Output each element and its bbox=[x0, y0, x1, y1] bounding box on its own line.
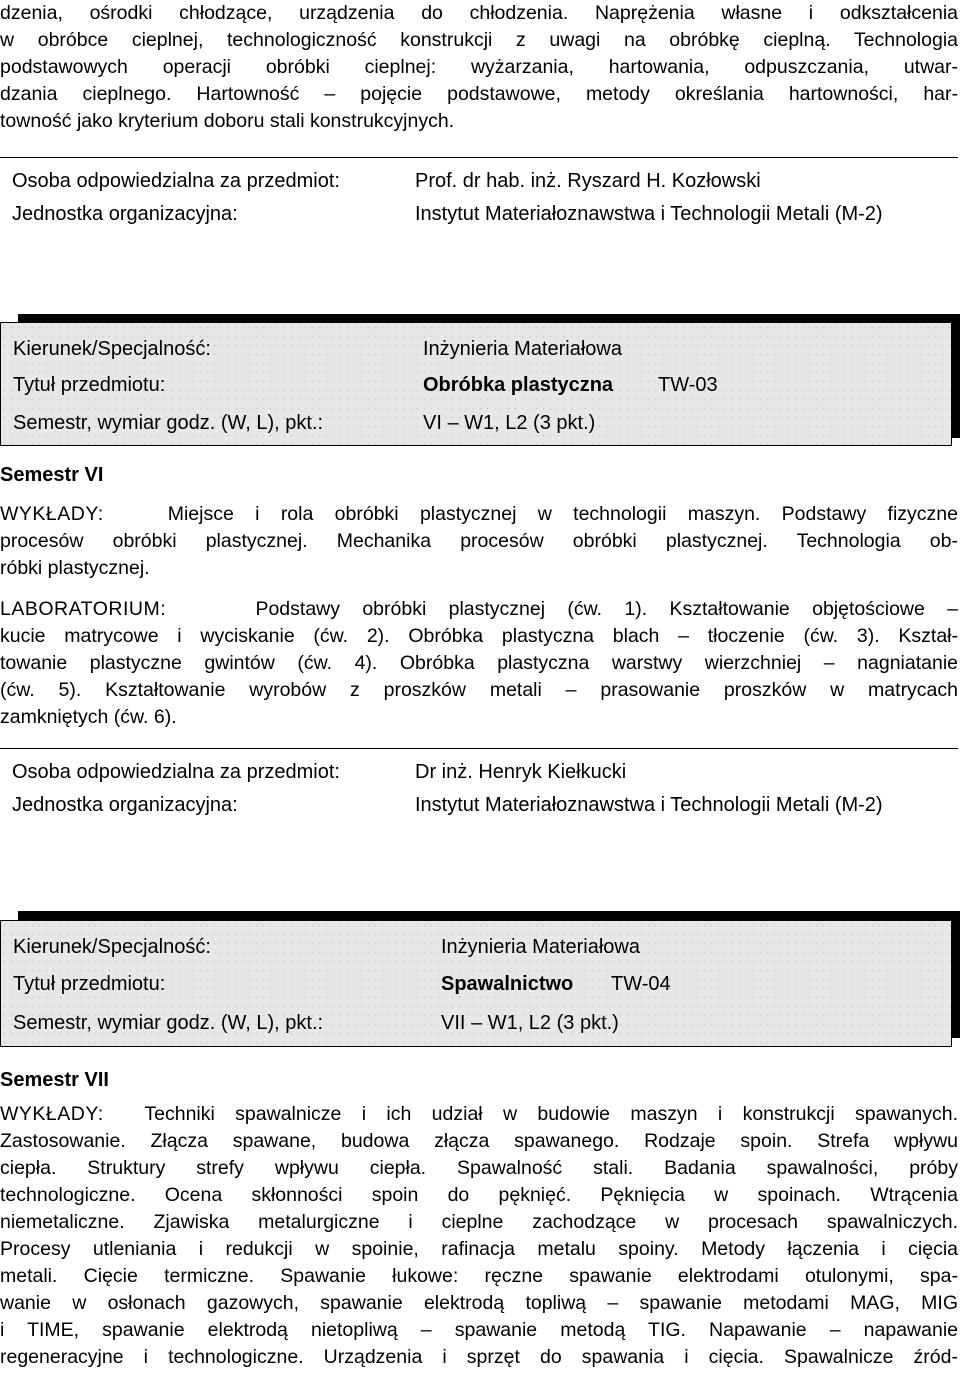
lectures-key: WYKŁADY: bbox=[0, 503, 104, 525]
lab-text: Podstawy obróbki plastycznej (ćw. 1). Kształtowanie objętościowe – bbox=[255, 598, 959, 620]
intro-line: dzenia, ośrodki chłodzące, urządzenia do chłodzenia. Naprężenia własne i odkształcenia bbox=[0, 2, 958, 24]
responsible-person-label: Osoba odpowiedzialna za przedmiot: bbox=[12, 761, 340, 783]
lectures-line bbox=[0, 1101, 958, 1128]
lab-line: zamkniętych (ćw. 6). bbox=[0, 706, 177, 728]
lectures-line: i TIME, spawanie elektrodą nietopliwą – spawanie metodą TIG. Napawanie – napawanie bbox=[0, 1319, 958, 1341]
lectures-paragraph bbox=[0, 501, 958, 582]
lectures-line: procesów obróbki plastycznej. Mechanika procesów obróbki plastycznej. Technologia ob- bbox=[0, 530, 958, 552]
lab-line: kucie matrycowe i wyciskanie (ćw. 2). Obróbka plastyczna blach – tłoczenie (ćw. 3). Kształ- bbox=[0, 625, 958, 647]
lab-line bbox=[0, 596, 958, 623]
lab-line: (ćw. 5). Kształtowanie wyrobów z proszków metali – prasowanie proszków w matrycach bbox=[0, 679, 958, 701]
responsible-person-value: Prof. dr hab. inż. Ryszard H. Kozłowski bbox=[415, 170, 761, 192]
field-value: Inżynieria Materiałowa bbox=[441, 936, 640, 958]
semester-hours-label: Semestr, wymiar godz. (W, L), pkt.: bbox=[13, 1012, 324, 1034]
lectures-line: regeneracyjne i technologiczne. Urządzenia i sprzęt do spawania i cięcia. Spawalnicze źród- bbox=[0, 1346, 958, 1368]
intro-line: w obróbce cieplnej, technologiczność konstrukcji z uwagi na obróbkę cieplną. Technologia bbox=[0, 29, 958, 51]
lectures-key: WYKŁADY: bbox=[0, 1103, 104, 1125]
course-info-box bbox=[0, 322, 952, 446]
lab-paragraph bbox=[0, 596, 958, 731]
lectures-line: róbki plastycznej. bbox=[0, 557, 150, 579]
org-unit-value: Instytut Materiałoznawstwa i Technologii Metali (M-2) bbox=[415, 203, 883, 225]
lectures-text: Techniki spawalnicze i ich udział w budowie maszyn i konstrukcji spawanych. bbox=[144, 1103, 958, 1125]
lectures-line: Procesy utleniania i redukcji w spoinie, rafinacja metalu spoiny. Metody łączenia i cięcia bbox=[0, 1238, 958, 1260]
intro-line: dzania cieplnego. Hartowność – pojęcie podstawowe, metody określania hartowności, har- bbox=[0, 83, 958, 105]
intro-line: podstawowych operacji obróbki cieplnej: wyżarzania, hartowania, odpuszczania, utwar- bbox=[0, 56, 958, 78]
org-unit-label: Jednostka organizacyjna: bbox=[12, 203, 238, 225]
lectures-line: ciepła. Struktury strefy wpływu ciepła. Spawalność stali. Badania spawalności, próby bbox=[0, 1157, 958, 1179]
course-info-box bbox=[0, 920, 952, 1047]
intro-line: towność jako kryterium doboru stali konstrukcyjnych. bbox=[0, 110, 455, 132]
course-title-value: Spawalnictwo bbox=[441, 973, 574, 995]
lab-key: LABORATORIUM: bbox=[0, 598, 167, 620]
lectures-line: technologiczne. Ocena skłonności spoin do pęknięć. Pęknięcia w spoinach. Wtrącenia bbox=[0, 1184, 958, 1206]
semester-hours-value: VI – W1, L2 (3 pkt.) bbox=[423, 412, 596, 434]
lectures-line bbox=[0, 501, 958, 528]
course-code: TW-03 bbox=[658, 374, 718, 396]
responsible-person-label: Osoba odpowiedzialna za przedmiot: bbox=[12, 170, 340, 192]
responsible-person-value: Dr inż. Henryk Kiełkucki bbox=[415, 761, 627, 783]
lectures-line: wanie w osłonach gazowych, spawanie elektrodą topliwą – spawanie metodami MAG, MIG bbox=[0, 1292, 958, 1314]
lectures-line: metali. Cięcie termiczne. Spawanie łukowe: ręczne spawanie elektrodami otulonymi, spa- bbox=[0, 1265, 958, 1287]
course-code: TW-04 bbox=[611, 973, 671, 995]
semester-heading: Semestr VI bbox=[0, 464, 104, 486]
course-title-value: Obróbka plastyczna bbox=[423, 374, 614, 396]
semester-hours-value: VII – W1, L2 (3 pkt.) bbox=[441, 1012, 619, 1034]
divider bbox=[0, 157, 958, 158]
semester-hours-label: Semestr, wymiar godz. (W, L), pkt.: bbox=[13, 412, 324, 434]
lectures-line: Zastosowanie. Złącza spawane, budowa złącza spawanego. Rodzaje spoin. Strefa wpływu bbox=[0, 1130, 958, 1152]
course-title-label: Tytuł przedmiotu: bbox=[13, 374, 166, 396]
lectures-paragraph bbox=[0, 1101, 958, 1371]
semester-heading: Semestr VII bbox=[0, 1069, 109, 1091]
intro-paragraph bbox=[0, 0, 958, 135]
field-value: Inżynieria Materiałowa bbox=[423, 338, 622, 360]
lab-line: towanie plastyczne gwintów (ćw. 4). Obróbka plastyczna warstwy wierzchniej – nagniatanie bbox=[0, 652, 958, 674]
course-title-label: Tytuł przedmiotu: bbox=[13, 973, 166, 995]
field-label: Kierunek/Specjalność: bbox=[13, 338, 211, 360]
lectures-text: Miejsce i rola obróbki plastycznej w technologii maszyn. Podstawy fizyczne bbox=[167, 503, 958, 525]
divider bbox=[0, 748, 958, 749]
lectures-line: niemetaliczne. Zjawiska metalurgiczne i cieplne zachodzące w procesach spawalniczych. bbox=[0, 1211, 958, 1233]
org-unit-label: Jednostka organizacyjna: bbox=[12, 794, 238, 816]
org-unit-value: Instytut Materiałoznawstwa i Technologii Metali (M-2) bbox=[415, 794, 883, 816]
field-label: Kierunek/Specjalność: bbox=[13, 936, 211, 958]
